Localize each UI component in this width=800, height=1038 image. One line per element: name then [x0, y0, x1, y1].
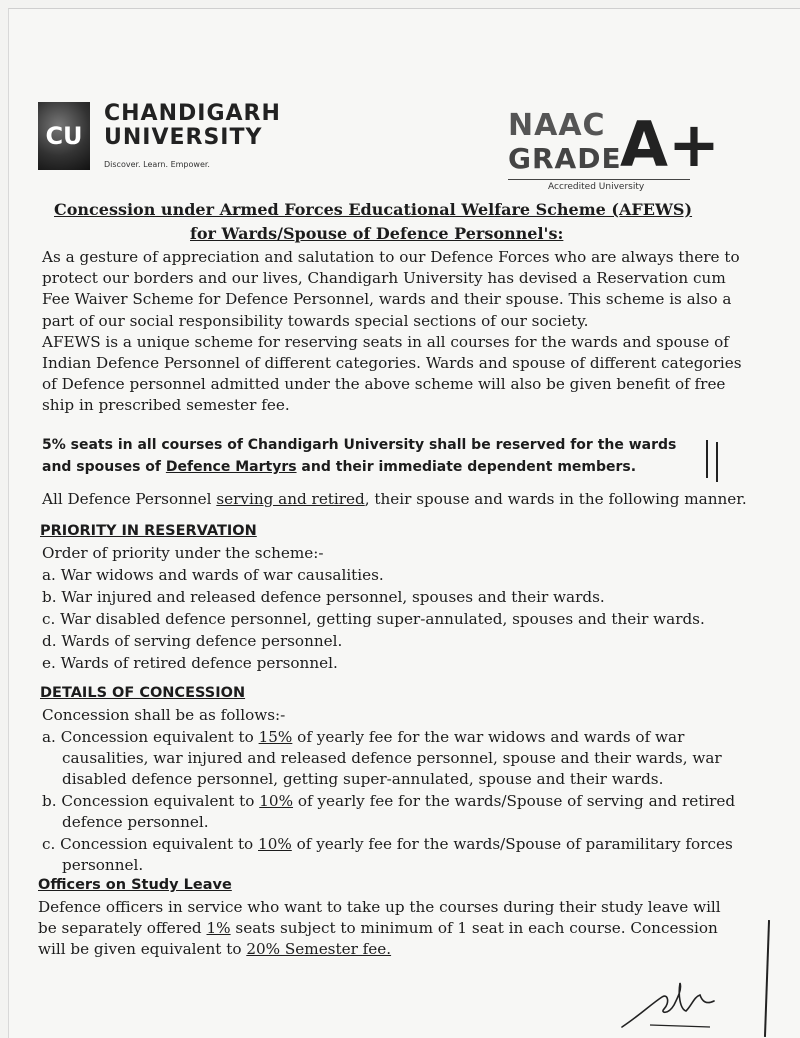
university-tagline: Discover. Learn. Empower. [104, 160, 210, 169]
concession-item-b-cont: defence personnel. [62, 813, 209, 831]
concession-item-c: c. Concession equivalent to 10% of yearly fee for the wards/Spouse of paramilitary forces [42, 835, 733, 853]
priority-heading: PRIORITY IN RESERVATION [40, 523, 257, 539]
intro-line: ship in prescribed semester fee. [42, 396, 290, 414]
all-personnel-line: All Defence Personnel serving and retired, their spouse and wards in the following manner. [42, 490, 747, 508]
concession-item-b: b. Concession equivalent to 10% of yearly fee for the wards/Spouse of serving and retired [42, 792, 736, 810]
study-leave-line: will be given equivalent to 20% Semester fee. [38, 940, 392, 958]
university-logo [38, 98, 281, 178]
defence-martyrs: Defence Martyrs [165, 459, 297, 475]
concession-heading: DETAILS OF CONCESSION [40, 685, 246, 701]
divider [508, 179, 690, 180]
intro-line: Indian Defence Personnel of different categories. Wards and spouse of different categories [42, 354, 742, 372]
study-leave-heading: Officers on Study Leave [38, 877, 232, 893]
a-plus-mark: A+ [620, 108, 720, 181]
intro-line: part of our social responsibility towards special sections of our society. [42, 312, 589, 330]
margin-mark [716, 442, 718, 482]
priority-item: b. War injured and released defence personnel, spouses and their wards. [42, 588, 605, 606]
priority-item: c. War disabled defence personnel, getting super-annulated, spouses and their wards. [42, 610, 705, 628]
cu-emblem: CU [38, 102, 90, 170]
priority-item: d. Wards of serving defence personnel. [42, 632, 343, 650]
study-leave-line: Defence officers in service who want to take up the courses during their study leave will [38, 898, 721, 916]
priority-item: e. Wards of retired defence personnel. [42, 654, 338, 672]
signature [620, 975, 730, 1030]
priority-intro: Order of priority under the scheme:- [42, 544, 324, 562]
doc-title-line1: Concession under Armed Forces Educational Welfare Scheme (AFEWS) [54, 200, 693, 219]
doc-title-line2: for Wards/Spouse of Defence Personnel's: [190, 224, 564, 243]
reservation-note-line2: and spouses of Defence Martyrs and their immediate dependent members. [42, 459, 637, 475]
concession-item-c-cont: personnel. [62, 856, 144, 874]
intro-line: As a gesture of appreciation and salutation to our Defence Forces who are always there to [42, 248, 740, 266]
intro-line: of Defence personnel admitted under the above scheme will also be given benefit of free [42, 375, 726, 393]
priority-item: a. War widows and wards of war causalities. [42, 566, 384, 584]
concession-item-a-cont: causalities, war injured and released defence personnel, spouse and their wards, war [62, 749, 722, 767]
university-name: CHANDIGARH UNIVERSITY [104, 101, 281, 150]
naac-badge: NAAC GRADE A+ Accredited University [508, 108, 720, 192]
concession-item-a: a. Concession equivalent to 15% of yearly fee for the war widows and wards of war [42, 728, 685, 746]
intro-line: Fee Waiver Scheme for Defence Personnel, wards and their spouse. This scheme is also a [42, 290, 732, 308]
margin-mark [706, 440, 708, 478]
concession-item-a-cont: disabled defence personnel, getting super-annulated, spouse and their wards. [62, 770, 664, 788]
intro-line: AFEWS is a unique scheme for reserving seats in all courses for the wards and spouse of [42, 333, 729, 351]
reservation-note-line1: 5% seats in all courses of Chandigarh University shall be reserved for the wards [42, 437, 677, 453]
intro-line: protect our borders and our lives, Chandigarh University has devised a Reservation cum [42, 269, 726, 287]
concession-intro: Concession shall be as follows:- [42, 706, 286, 724]
study-leave-line: be separately offered 1% seats subject to minimum of 1 seat in each course. Concession [38, 919, 718, 937]
